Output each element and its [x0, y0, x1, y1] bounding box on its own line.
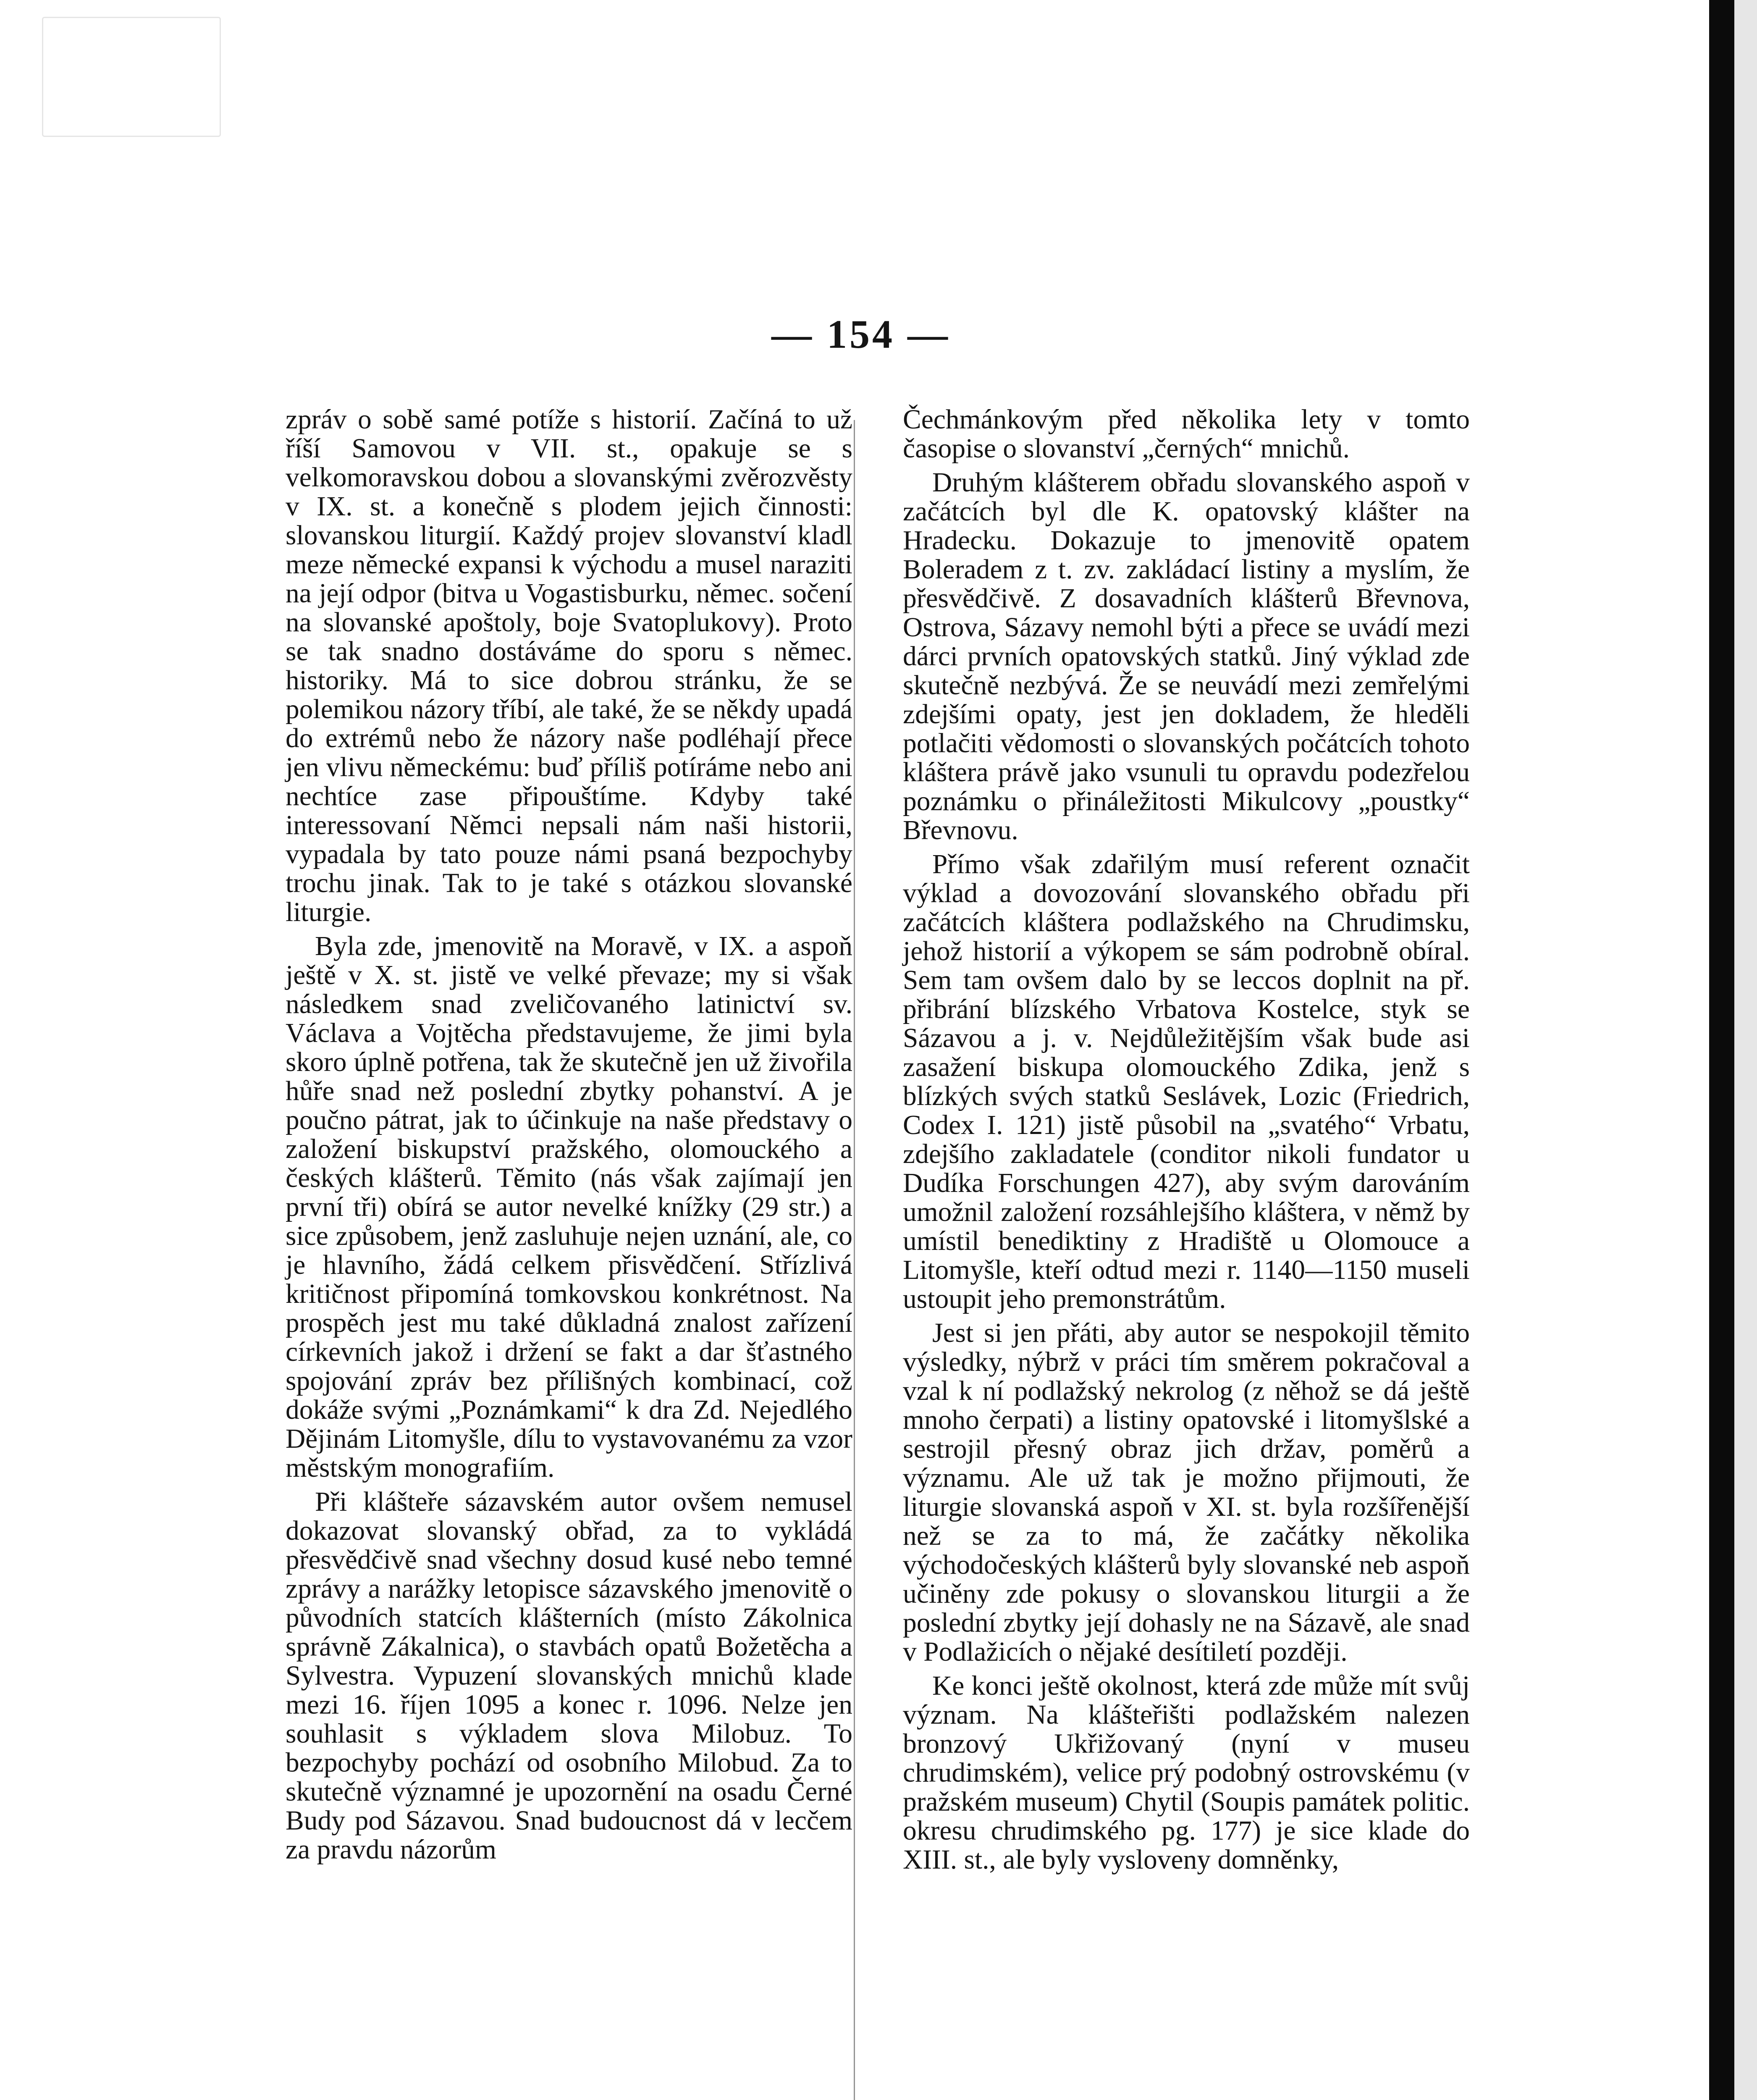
left-column — [286, 405, 852, 1864]
paragraph: Druhým klášterem obřadu slovanského aspoň v začátcích byl dle K. opatovský klášter na Hradecku. Dokazuje to jmenovitě opatem Boleradem z t. zv. zakládací listiny a myslím, že přesvědčivě. Z dosavadních klášterů Břevnova, Ostrova, Sázavy nemohl býti a přece se uvádí mezi dárci prvních opatovských statků. Jiný výklad zde skutečně nezbývá. Že se neuvádí mezi zemřelými zdejšími opaty, jest jen dokladem, že hleděli potlačiti vědomosti o slovanských počátcích tohoto kláštera právě jako vsunuli tu opravdu podezřelou poznámku o přináležitosti Mikulcovy „poustky“ Břevnovu. — [903, 467, 1470, 845]
binding-shadow — [1709, 0, 1734, 2100]
page-edge — [1734, 0, 1757, 2100]
paragraph: Čechmánkovým před několika lety v tomto časopise o slovanství „černých“ mnichů. — [903, 404, 1470, 464]
paragraph: Byla zde, jmenovitě na Moravě, v IX. a aspoň ještě v X. st. jistě ve velké převaze; my si však následkem snad zveličovaného latinictví sv. Václava a Vojtěcha představujeme, že jimi byla skoro úplně potřena, tak že skutečně jen už živořila hůře snad než poslední zbytky pohanství. A je poučno pátrat, jak to účinkuje na naše představy o založení biskupství pražského, olomouckého a českých klášterů. Těmito (nás však zajímají jen první tři) obírá se autor nevelké knížky (29 str.) a sice způsobem, jenž zasluhuje nejen uznání, ale, co je hlavního, žádá celkem přisvědčení. Střízlivá kritičnost připomíná tomkovskou konkrétnost. Na prospěch jest mu také důkladná znalost zařízení církevních jakož i držení se fakt a dar šťastného spojování zpráv bez přílišných kombinací, což dokáže svými „Poznámkami“ k dra Zd. Nejedlého Dějinám Litomyšle, dílu to vystavovanému za vzor městským monografiím. — [286, 931, 852, 1483]
column-divider — [854, 420, 855, 2100]
faded-stamp-mark — [42, 17, 221, 137]
paragraph: zpráv o sobě samé potíže s historií. Začíná to už říší Samovou v VII. st., opakuje se s velkomoravskou dobou a slovanskými zvěrozvěsty v IX. st. a konečně s plodem jejich činnosti: slovanskou liturgií. Každý projev slovanství kladl meze německé expansi k východu a musel naraziti na její odpor (bitva u Vogastisburku, němec. sočení na slovanské apoštoly, boje Svatoplukovy). Proto se tak snadno dostáváme do sporu s němec. historiky. Má to sice dobrou stránku, že se polemikou názory tříbí, ale také, že se někdy upadá do extrémů nebo že názory naše podléhají přece jen vlivu německému: buď příliš potíráme nebo ani nechtíce zase připouštíme. Kdyby také interessovaní Němci nepsali nám naši historii, vypadala by tato pouze námi psaná bezpochyby trochu jinak. Tak to je také s otázkou slovanské liturgie. — [286, 404, 852, 927]
paragraph: Při klášteře sázavském autor ovšem nemusel dokazovat slovanský obřad, za to vykládá přesvědčivě snad všechny dosud kusé nebo temné zprávy a narážky letopisce sázavského jmenovitě o původních statcích klášterních (místo Zákolnica správně Zákalnica), o stavbách opatů Božetěcha a Sylvestra. Vypuzení slovanských mnichů klade mezi 16. říjen 1095 a konec r. 1096. Nelze jen souhlasit s výkladem slova Milobuz. To bezpochyby pochází od osobního Milobud. Za to skutečně významné je upozornění na osadu Černé Budy pod Sázavou. Snad budoucnost dá v lecčem za pravdu názorům — [286, 1487, 852, 1865]
paragraph: Ke konci ještě okolnost, která zde může mít svůj význam. Na klášteřišti podlažském nalezen bronzový Ukřižovaný (nyní v museu chrudimském), velice prý podobný ostrovskému (v pražském museum) Chytil (Soupis památek politic. okresu chrudimského pg. 177) je sice klade do XIII. st., ale byly vysloveny domněnky, — [903, 1671, 1470, 1875]
right-column — [903, 405, 1470, 1874]
paragraph: Jest si jen přáti, aby autor se nespokojil těmito výsledky, nýbrž v práci tím směrem pokračoval a vzal k ní podlažský nekrolog (z něhož se dá ještě mnoho čerpati) a listiny opatovské i litomyšlské a sestrojil přesný obraz jich držav, poměrů a významu. Ale už tak je možno přijmouti, že liturgie slovanská aspoň v XI. st. byla rozšířenější než se za to má, že začátky několika východočeských klášterů byly slovanské neb aspoň učiněny zde pokusy o slovanskou liturgii a že poslední zbytky její dohasly ne na Sázavě, ale snad v Podlažicích o nějaké desítiletí později. — [903, 1318, 1470, 1667]
paragraph: Přímo však zdařilým musí referent označit výklad a dovozování slovanského obřadu při začátcích kláštera podlažského na Chrudimsku, jehož historií a výkopem se sám podrobně obíral. Sem tam ovšem dalo by se leccos doplnit na př. přibrání blízského Vrbatova Kostelce, styk se Sázavou a j. v. Nejdůležitějším však bude asi zasažení biskupa olomouckého Zdika, jenž s blízkých svých statků Seslávek, Lozic (Friedrich, Codex I. 121) jistě působil na „svatého“ Vrbatu, zdejšího zakladatele (conditor nikoli fundator u Dudíka Forschungen 427), aby svým darováním umožnil založení rozsáhlejšího kláštera, v němž by umístil benediktiny z Hradiště u Olomouce a Litomyšle, kteří odtud mezi r. 1140—1150 museli ustoupit jeho premonstrátům. — [903, 849, 1470, 1314]
page-number: — 154 — — [771, 312, 950, 357]
